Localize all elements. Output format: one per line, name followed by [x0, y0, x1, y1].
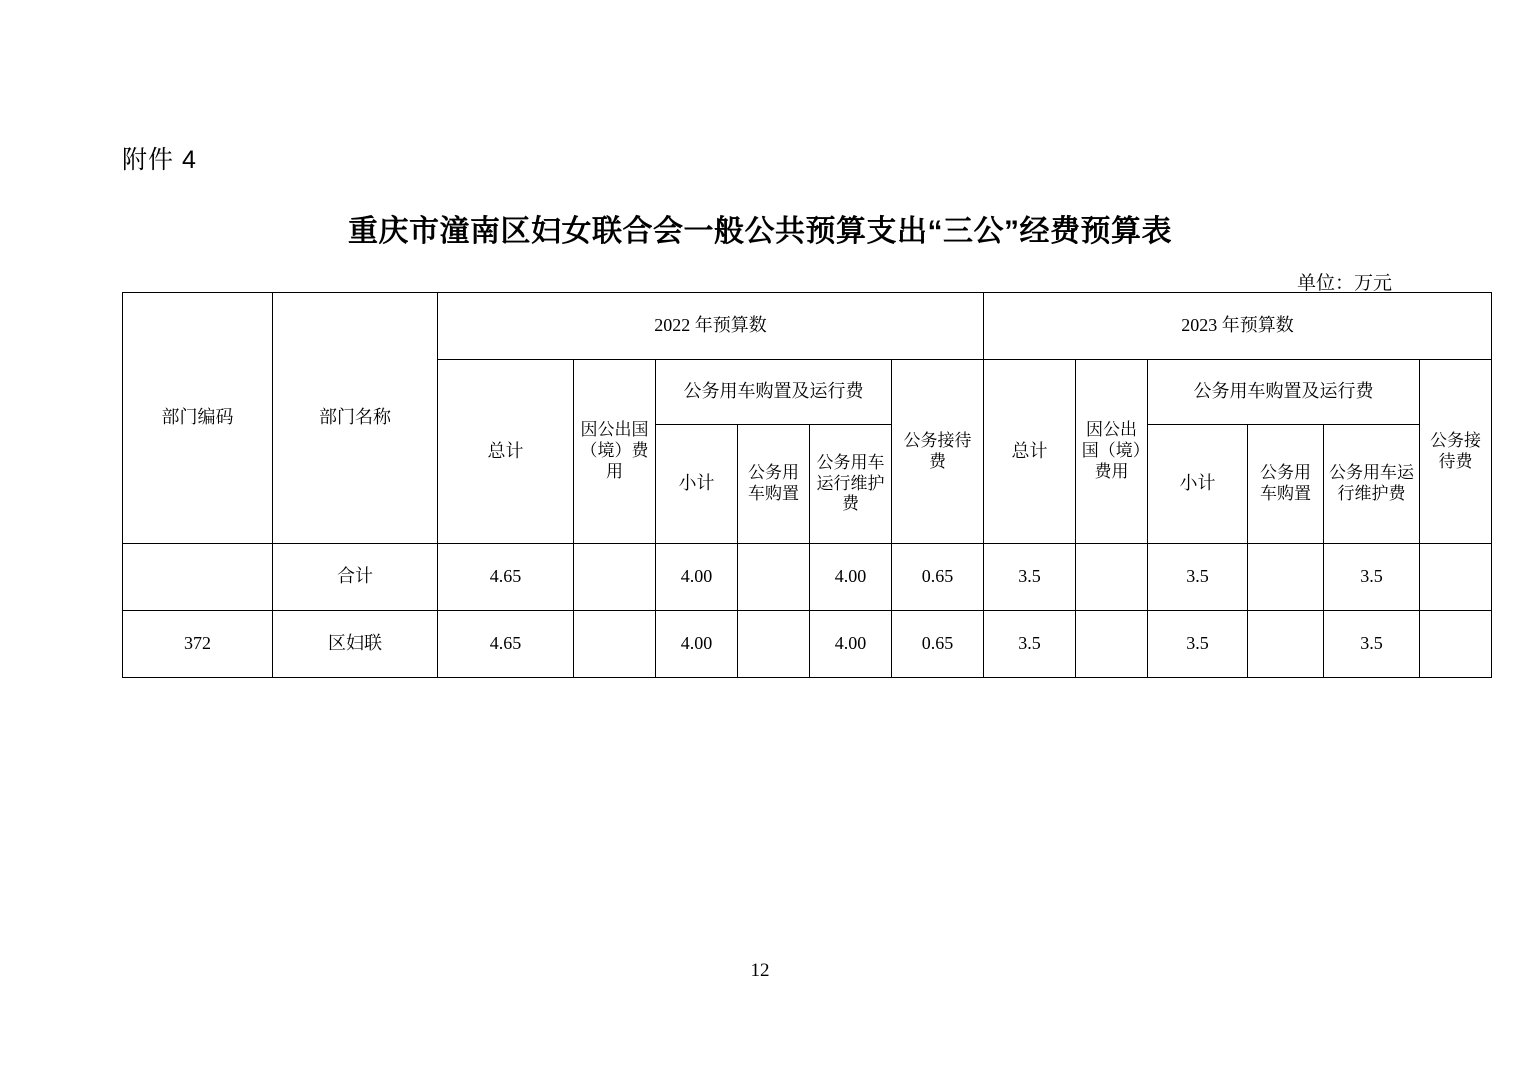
- header-subtotal-2022: 小计: [656, 425, 738, 544]
- header-abroad-2023: 因公出国（境）费用: [1076, 360, 1148, 544]
- header-vehicle-maintenance-2023: 公务用车运行维护费: [1324, 425, 1420, 544]
- header-total-2022: 总计: [438, 360, 574, 544]
- header-dept-code: 部门编码: [123, 293, 273, 544]
- cell-total-2023: 3.5: [984, 611, 1076, 678]
- header-year-2022: 2022 年预算数: [438, 293, 984, 360]
- table-header-row-1: [123, 293, 1492, 360]
- cell-reception-2023: [1420, 544, 1492, 611]
- header-vehicle-group-2023: 公务用车购置及运行费: [1148, 360, 1420, 425]
- cell-purchase-2023: [1248, 611, 1324, 678]
- cell-abroad-2023: [1076, 611, 1148, 678]
- table-row: [123, 611, 1492, 678]
- header-vehicle-group-2022: 公务用车购置及运行费: [656, 360, 892, 425]
- cell-dept-name: 区妇联: [273, 611, 438, 678]
- cell-subtotal-2023: 3.5: [1148, 544, 1248, 611]
- cell-purchase-2022: [738, 611, 810, 678]
- header-abroad-2022: 因公出国（境）费用: [574, 360, 656, 544]
- cell-subtotal-2022: 4.00: [656, 611, 738, 678]
- cell-total-2022: 4.65: [438, 544, 574, 611]
- header-reception-2022: 公务接待费: [892, 360, 984, 544]
- header-vehicle-maintenance-2022: 公务用车运行维护费: [810, 425, 892, 544]
- cell-maintenance-2022: 4.00: [810, 544, 892, 611]
- attachment-label: 附件 4: [122, 146, 197, 174]
- cell-reception-2022: 0.65: [892, 611, 984, 678]
- table-row: [123, 544, 1492, 611]
- cell-abroad-2022: [574, 611, 656, 678]
- cell-abroad-2023: [1076, 544, 1148, 611]
- header-vehicle-purchase-2022: 公务用车购置: [738, 425, 810, 544]
- cell-subtotal-2023: 3.5: [1148, 611, 1248, 678]
- header-vehicle-purchase-2023: 公务用车购置: [1248, 425, 1324, 544]
- header-dept-name: 部门名称: [273, 293, 438, 544]
- cell-maintenance-2023: 3.5: [1324, 544, 1420, 611]
- cell-reception-2022: 0.65: [892, 544, 984, 611]
- cell-dept-code: [123, 544, 273, 611]
- cell-dept-code: 372: [123, 611, 273, 678]
- header-subtotal-2023: 小计: [1148, 425, 1248, 544]
- cell-reception-2023: [1420, 611, 1492, 678]
- budget-table: [122, 292, 1492, 678]
- page-number: 12: [750, 960, 770, 981]
- header-reception-2023: 公务接待费: [1420, 360, 1492, 544]
- unit-note: 单位：万元: [1296, 273, 1392, 294]
- cell-subtotal-2022: 4.00: [656, 544, 738, 611]
- cell-maintenance-2023: 3.5: [1324, 611, 1420, 678]
- header-total-2023: 总计: [984, 360, 1076, 544]
- page-title: 重庆市潼南区妇女联合会一般公共预算支出“三公”经费预算表: [348, 215, 1172, 248]
- cell-abroad-2022: [574, 544, 656, 611]
- cell-maintenance-2022: 4.00: [810, 611, 892, 678]
- cell-total-2022: 4.65: [438, 611, 574, 678]
- cell-purchase-2023: [1248, 544, 1324, 611]
- cell-purchase-2022: [738, 544, 810, 611]
- header-year-2023: 2023 年预算数: [984, 293, 1492, 360]
- cell-dept-name: 合计: [273, 544, 438, 611]
- cell-total-2023: 3.5: [984, 544, 1076, 611]
